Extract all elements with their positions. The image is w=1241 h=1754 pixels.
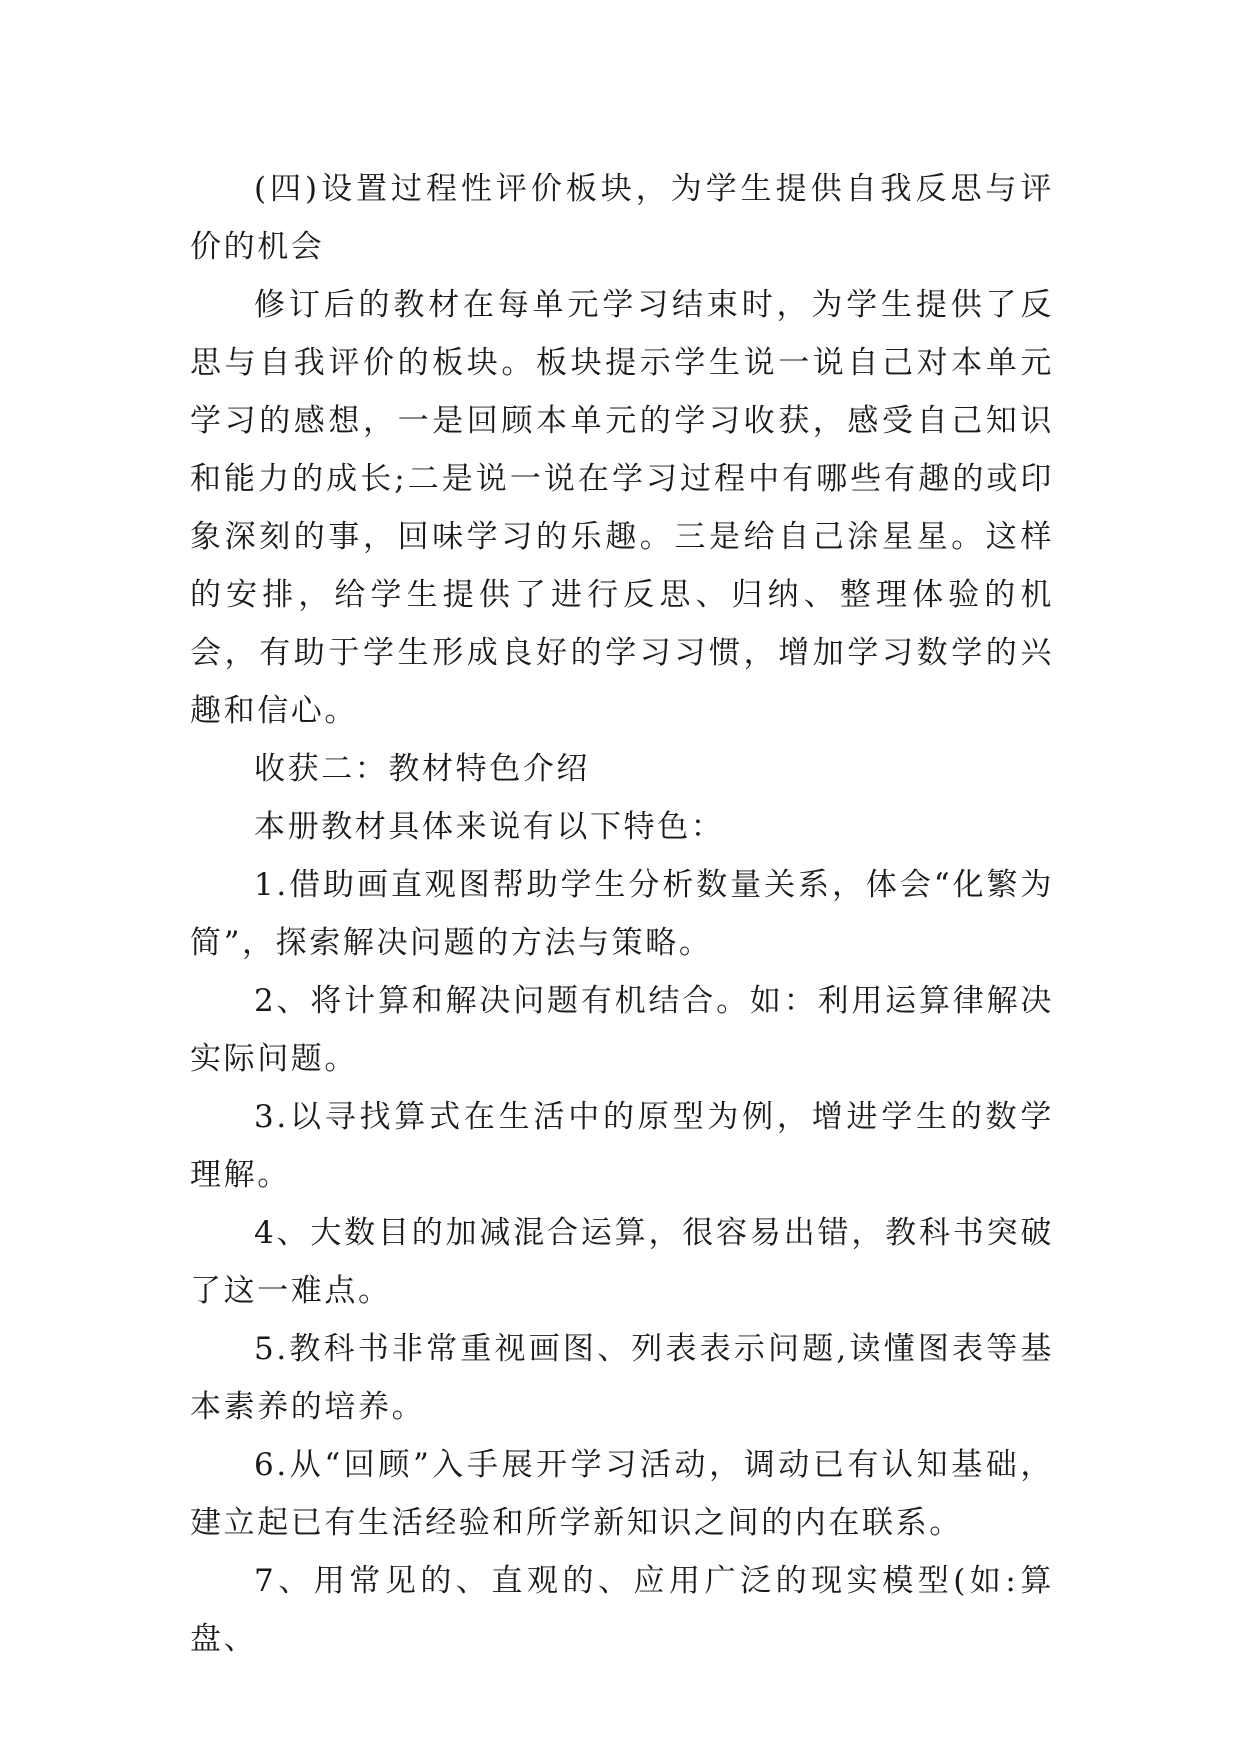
section-heading-4: (四)设置过程性评价板块，为学生提供自我反思与评价的机会 [190,171,1054,265]
list-item-5: 5.教科书非常重视画图、列表表示问题,读懂图表等基本素养的培养。 [190,1331,1054,1425]
list-item-4: 4、大数目的加减混合运算，很容易出错，教科书突破了这一难点。 [190,1215,1054,1309]
paragraph-intro-features: 本册教材具体来说有以下特色： [254,809,725,845]
list-item-2: 2、将计算和解决问题有机结合。如：利用运算律解决实际问题。 [190,983,1054,1077]
list-item-1: 1.借助画直观图帮助学生分析数量关系，体会“化繁为简”，探索解决问题的方法与策略。 [190,867,1054,961]
section-heading-gain-2: 收获二：教材特色介绍 [254,751,590,787]
document-page [190,160,1054,1668]
list-item-7: 7、用常见的、直观的、应用广泛的现实模型(如:算盘、 [190,1563,1054,1657]
paragraph-self-evaluation: 修订后的教材在每单元学习结束时，为学生提供了反思与自我评价的板块。板块提示学生说一说自己对本单元学习的感想，一是回顾本单元的学习收获，感受自己知识和能力的成长;二是说一说在学习过程中有哪些有趣的或印象深刻的事，回味学习的乐趣。三是给自己涂星星。这样的安排，给学生提供了进行反思、归纳、整理体验的机会，有助于学生形成良好的学习习惯，增加学习数学的兴趣和信心。 [190,287,1054,729]
list-item-3: 3.以寻找算式在生活中的原型为例，增进学生的数学理解。 [190,1099,1054,1193]
list-item-6: 6.从“回顾”入手展开学习活动，调动已有认知基础，建立起已有生活经验和所学新知识之间的内在联系。 [190,1447,1054,1541]
